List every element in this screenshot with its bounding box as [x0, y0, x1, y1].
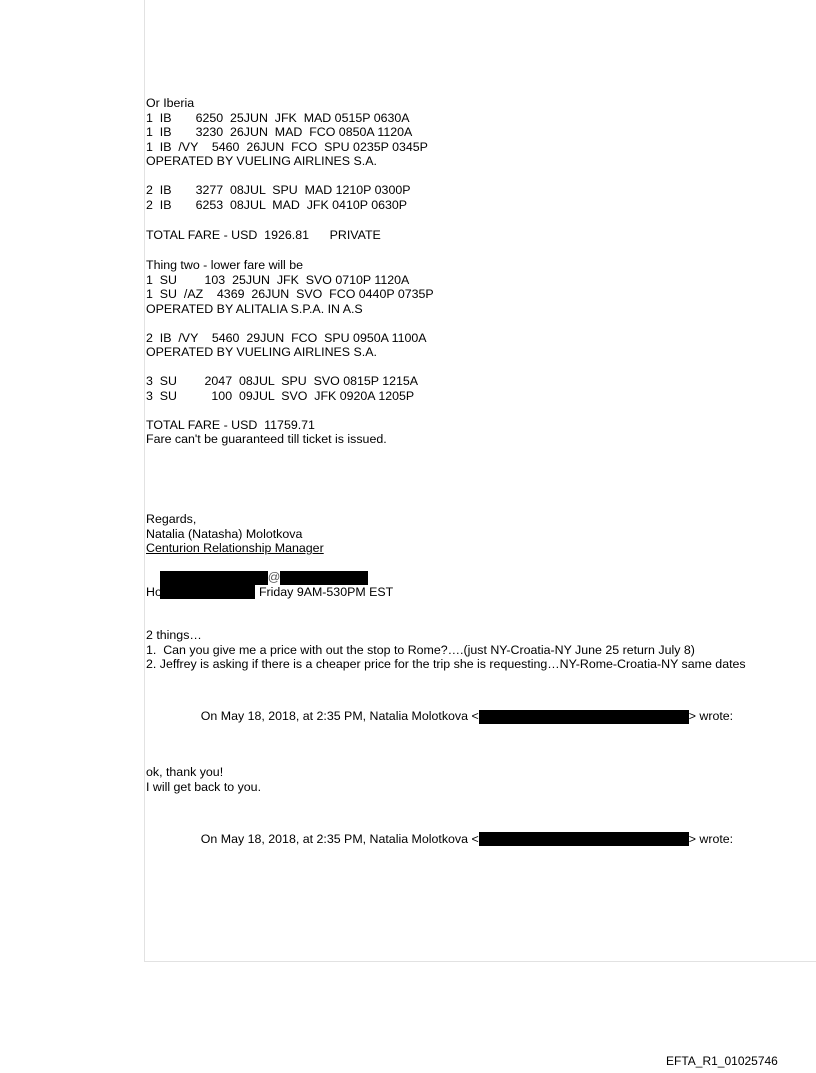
quote-header-suffix: > wrote: — [688, 831, 734, 846]
flight-row: 1 IB 3230 26JUN MAD FCO 0850A 1120A — [146, 125, 413, 139]
quote-header-prefix: On May 18, 2018, at 2:35 PM, Natalia Molotkova < — [200, 709, 479, 723]
thanks-line: I will get back to you. — [146, 779, 262, 794]
redaction-box — [479, 832, 689, 846]
total-fare: TOTAL FARE - USD 11759.71 — [146, 417, 315, 432]
flight-row: 3 SU 2047 08JUL SPU SVO 0815P 1215A — [146, 374, 419, 388]
quote-header — [146, 695, 816, 723]
fare-note: Fare can't be guaranteed till ticket is issued. — [146, 432, 387, 446]
redaction-box — [160, 571, 268, 585]
redaction-box — [280, 571, 368, 585]
reply-intro: 2 things… — [146, 628, 202, 642]
signature-name: Natalia (Natasha) Molotkova — [146, 526, 303, 541]
operator-note: OPERATED BY ALITALIA S.P.A. IN A.S — [146, 301, 363, 316]
email-at-sign: @ — [267, 570, 281, 584]
email-body — [146, 96, 816, 846]
flight-row: 2 IB /VY 5460 29JUN FCO SPU 0950A 1100A — [146, 330, 427, 345]
signature-regards: Regards, — [146, 512, 197, 526]
flight-row: 3 SU 100 09JUL SVO JFK 0920A 1205P — [146, 388, 415, 403]
quote-header — [146, 817, 816, 846]
operator-note: OPERATED BY VUELING AIRLINES S.A. — [146, 345, 377, 359]
flight-row: 1 SU 103 25JUN JFK SVO 0710P 1120A — [146, 272, 410, 287]
reply-point: 1. Can you give me a price with out the stop to Rome?….(just NY-Croatia-NY June 25 return July 8) — [146, 642, 695, 657]
operator-note: OPERATED BY VUELING AIRLINES S.A. — [146, 154, 377, 168]
flight-row: 2 IB 3277 08JUL SPU MAD 1210P 0300P — [146, 183, 411, 197]
signature-hours: Hours: Mon through Friday 9AM-530PM EST — [146, 584, 394, 599]
flight-row: 2 IB 6253 08JUL MAD JFK 0410P 0630P — [146, 197, 408, 212]
quote-header-suffix: > wrote: — [688, 709, 734, 723]
flight-row: 1 IB /VY 5460 26JUN FCO SPU 0235P 0345P — [146, 139, 428, 154]
reply-point: 2. Jeffrey is asking if there is a cheaper price for the trip she is requesting…NY-Rome-Croatia-NY same dates — [146, 657, 746, 671]
signature-email — [146, 556, 816, 584]
total-fare: TOTAL FARE - USD 1926.81 PRIVATE — [146, 227, 381, 242]
redaction-box — [479, 710, 689, 724]
quote-header-prefix: On May 18, 2018, at 2:35 PM, Natalia Molotkova < — [200, 831, 479, 846]
flight-row: 1 IB 6250 25JUN JFK MAD 0515P 0630A — [146, 110, 410, 125]
thanks-line: ok, thank you! — [146, 765, 224, 779]
iberia-heading: Or Iberia — [146, 96, 195, 110]
document-id: EFTA_R1_01025746 — [666, 1054, 778, 1068]
su-heading: Thing two - lower fare will be — [146, 258, 304, 272]
flight-row: 1 SU /AZ 4369 26JUN SVO FCO 0440P 0735P — [146, 287, 434, 301]
signature-title: Centurion Relationship Manager — [146, 541, 324, 555]
